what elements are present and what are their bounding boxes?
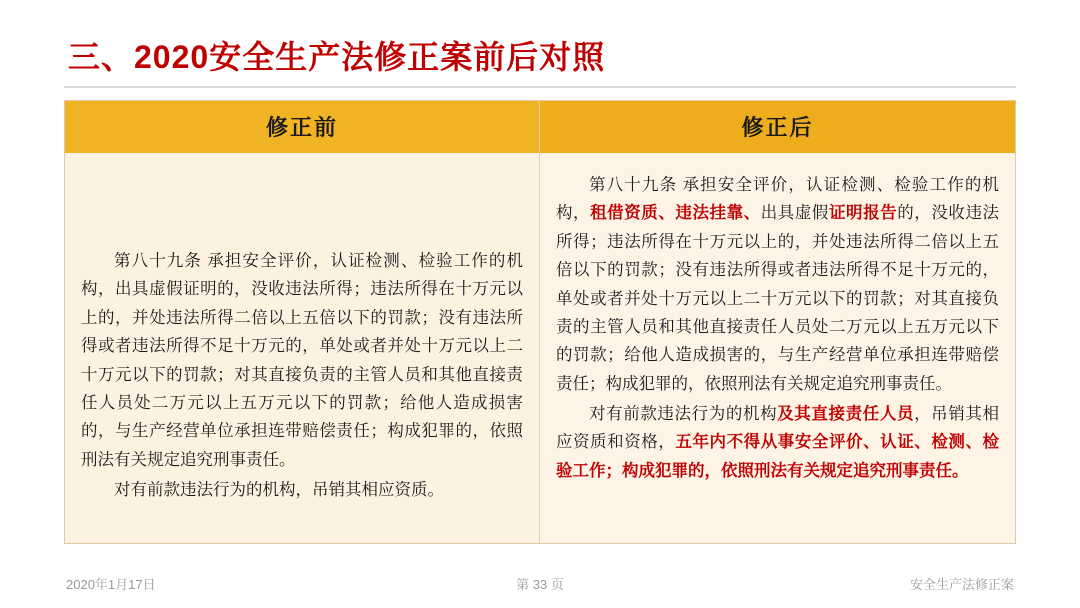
column-body-before (65, 153, 539, 543)
after-p2-highlight-1: 及其直接责任人员 (777, 404, 915, 423)
after-p1-seg3: 出具虚假 (760, 203, 829, 223)
after-p2-seg3: ，吊销其相应资质和资格， (556, 404, 1000, 452)
title-divider (64, 86, 1016, 88)
after-p1-seg5: 的，没收违法所得；违法所得在十万元以上的，并处违法所得二倍以上五倍以下的罚款；没有违法所得或者违法所得不足十万元的，单处或者并处十万元以上二十万元以下的罚款；对其直接负责的主管人员和其他直接责任人员处二万元以上五万元以下的罚款；给他人造成损害的，与生产经营单位承担连带赔偿责任；构成犯罪的，依照刑法有关规定追究刑事责任。 (556, 203, 1000, 393)
slide-footer (0, 574, 1080, 594)
before-paragraph-1: 第八十九条 承担安全评价，认证检测、检验工作的机构，出具虚假证明的，没收违法所得；违法所得在十万元以上的，并处违法所得二倍以上五倍以下的罚款；没有违法所得或者违法所得不足十万元的，单处或者并处十万元以上二十万元以下的罚款；对其直接负责的主管人员和其他直接责任人员处二万元以上五万元以下的罚款；给他人造成损害的，与生产经营单位承担连带赔偿责任；构成犯罪的，依照刑法有关规定追究刑事责任。 (81, 251, 523, 469)
after-p2-seg1: 对有前款违法行为的机构 (589, 404, 778, 423)
column-body-after (540, 153, 1015, 543)
column-header-after: 修正后 (540, 101, 1015, 153)
after-p1-highlight-1: 租借资质、违法挂靠、 (590, 203, 761, 223)
after-p2-highlight-2: 五年内不得从事安全评价、认证、检测、检验工作；构成犯罪的，依照刑法有关规定追究刑事责任。 (556, 432, 1000, 480)
before-paragraph-2: 对有前款违法行为的机构，吊销其相应资质。 (114, 480, 444, 499)
after-paragraph-2 (556, 400, 999, 485)
page-title: 三、2020安全生产法修正案前后对照 (68, 39, 606, 75)
comparison-table (64, 100, 1016, 544)
after-p1-seg1: 第八十九条 承担安全评价，认证检测、检验工作的机构， (556, 175, 999, 223)
after-paragraph-1 (556, 171, 999, 398)
footer-page-number: 第 33 页 (516, 577, 564, 592)
column-after (540, 101, 1015, 543)
after-p1-highlight-2: 证明报告 (828, 203, 898, 223)
footer-source: 安全生产法修正案 (909, 577, 1014, 592)
footer-date: 2020年1月17日 (66, 577, 156, 592)
column-before (65, 101, 540, 543)
column-header-before: 修正前 (65, 101, 539, 153)
left-top-spacer (81, 171, 523, 247)
